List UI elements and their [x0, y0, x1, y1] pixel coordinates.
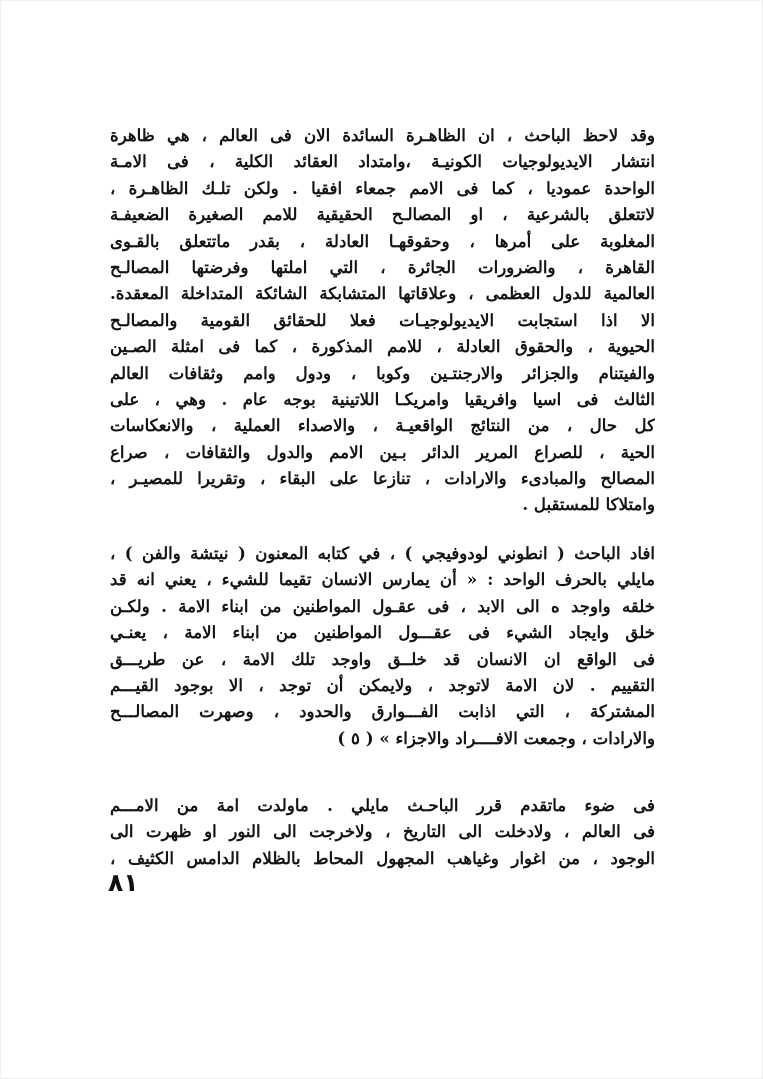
paragraph-line: خلق وايجاد الشيء فى عقـــول المواطنين من ابناء الامة ، يعنـي — [110, 622, 655, 643]
paragraph-line: الحية ، للصراع المرير الدائر بـين الامم والدول والثقافات ، صراع — [110, 441, 655, 462]
paragraph-line: والارادات ، وجمعت الافــــراد والاجزاء » ( ٥ ) — [337, 727, 655, 748]
paragraph-line: الحيوية ، والحقوق العادلة ، للامم المذكورة ، كما فى امثلة الصـين — [110, 336, 655, 357]
paragraph-line: المصالح والمبادىء والارادات ، تنازعا على البقاء ، وتقريرا للمصيـر ، — [110, 468, 655, 489]
paragraph-line: فى الواقع ان الانسان قد خلــق واوجد تلك الامة ، عن طريـــق — [110, 648, 655, 669]
paragraph-line: المغلوبة على أمرها ، وحقوقهـا العادلة ، بقدر ماتتعلق بالقـوى — [110, 230, 655, 251]
paragraph-line: مايلي بالحرف الواحد : « أن يمارس الانسان تقيما للشيء ، يعني انه قد — [110, 569, 655, 590]
paragraph-line: التقييم . لان الامة لاتوجد ، ولايمكن أن توجد ، الا بوجود القيـــم — [110, 674, 655, 695]
paragraph-line: وامتلاكا للمستقبل . — [522, 494, 655, 515]
paragraph-1 — [110, 122, 655, 518]
paragraph-2 — [110, 540, 655, 751]
paragraph-line: والفيتنام والجزائر والارجنتـين وكوبا ، ودول وامم وثقافات العالم — [110, 362, 655, 383]
paragraph-line: افاد الباحث ( انطوني لودوفيجي ) ، في كتابه المعنون ( نيتشة والفن ) ، — [110, 543, 655, 563]
paragraph-line: لاتتعلق بالشرعية ، او المصالـح الحقيقية للامم الصغيرة الضعيفـة — [110, 204, 655, 225]
paragraph-line: الواحدة عموديا ، كما فى الامم جمعاء افقيا . ولكن تلـك الظاهـرة ، — [110, 177, 655, 198]
paragraph-line: المشتركة ، التي اذابت الفـــوارق والحدود ، وصهرت المصالـــح — [110, 701, 655, 722]
paragraph-line: خلقه واوجد ه الى الابد ، فى عقـول المواطنين من ابناء الامة . ولكـن — [110, 595, 655, 616]
paragraph-line: العالمية للدول العظمى ، وعلاقاتها المتشابكة الشائكة المتداخلة المعقدة. — [110, 283, 655, 304]
paragraph-line: فى العالم ، ولادخلت الى التاريخ ، ولاخرجت الى النور او ظهرت الى — [110, 821, 655, 842]
paragraph-line: الوجود ، من اغوار وغياهب المجهول المحاط بالظلام الدامس الكثيف ، — [110, 847, 655, 868]
paragraph-line: انتشار الايديولوجيات الكونيـة ،وامتداد العقائد الكلية ، فى الامـة — [110, 151, 655, 172]
paragraph-3 — [110, 792, 655, 871]
paragraph-line: كل حال ، من النتائج الواقعيـة ، والاصداء العملية ، والانعكاسات — [110, 415, 655, 436]
paragraph-line: فى ضوء ماتقدم قرر الباحـث مايلي . ماولدت امة من الامـــم — [110, 795, 655, 815]
page-number: ٨١ — [108, 868, 139, 897]
paragraph-line: وقد لاحظ الباحث ، ان الظاهـرة السائدة الان فى العالم ، هي ظاهرة — [110, 125, 655, 145]
paragraph-line: الثالث فى اسيا وافريقيا وامريكـا اللاتينية بوجه عام . وهي ، على — [110, 388, 655, 409]
paragraph-line: الا اذا استجابت الايديولوجيـات فعلا للحقائق القومية والمصالـح — [110, 309, 655, 330]
paragraph-line: القاهرة ، والضرورات الجائرة ، التي املتها وفرضتها المصالـح — [110, 256, 655, 277]
